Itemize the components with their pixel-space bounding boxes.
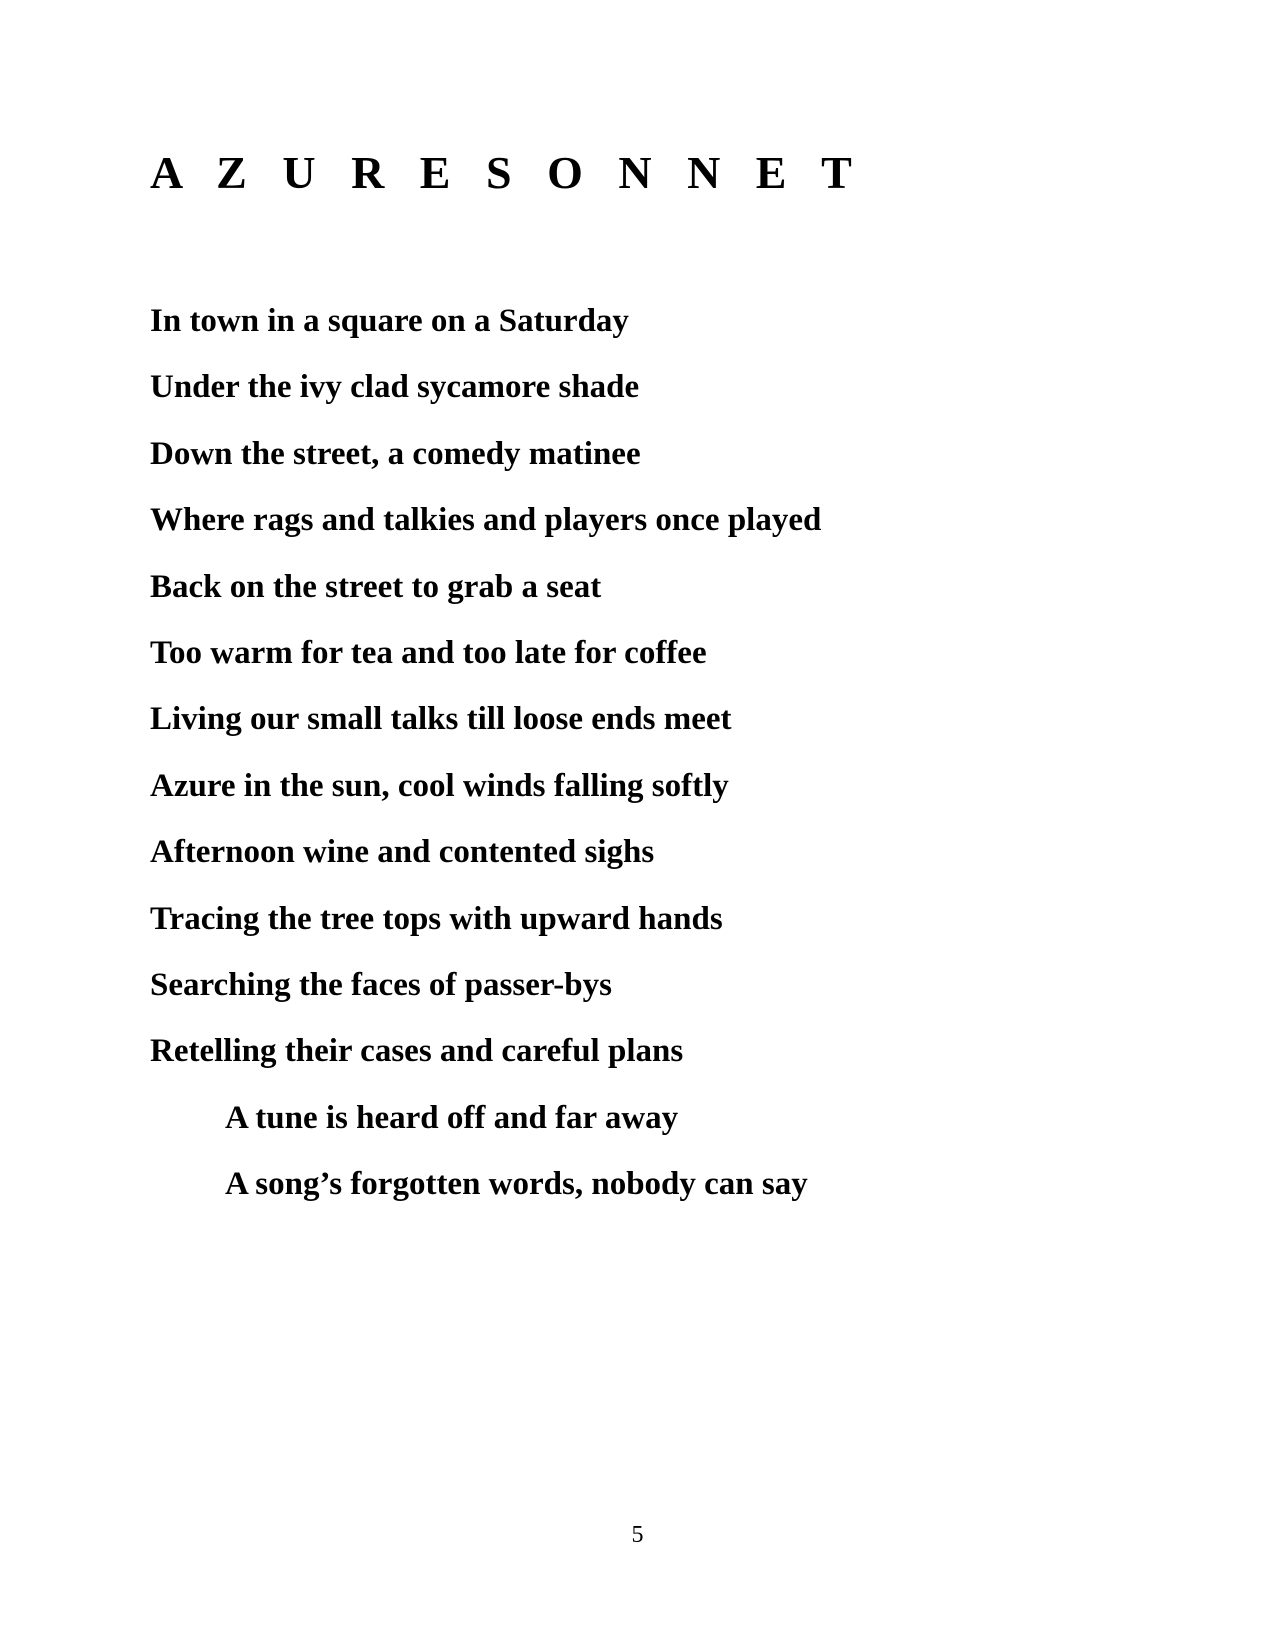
poem-line: Down the street, a comedy matinee bbox=[150, 435, 641, 472]
poem-title: A Z U R E S O N N E T bbox=[150, 147, 864, 198]
poem-body bbox=[150, 288, 821, 1217]
poem-line: Back on the street to grab a seat bbox=[150, 568, 602, 605]
poem-line: Where rags and talkies and players once played bbox=[150, 502, 822, 539]
couplet-line: A song’s forgotten words, nobody can say bbox=[225, 1166, 808, 1203]
poem-line: Tracing the tree tops with upward hands bbox=[150, 900, 723, 937]
poem-line: Afternoon wine and contented sighs bbox=[150, 834, 655, 871]
poem-line: Under the ivy clad sycamore shade bbox=[150, 369, 640, 406]
couplet-line: A tune is heard off and far away bbox=[225, 1099, 679, 1136]
poem-line: Too warm for tea and too late for coffee bbox=[150, 634, 707, 671]
poem-line: Living our small talks till loose ends meet bbox=[150, 701, 732, 738]
poem-line: Retelling their cases and careful plans bbox=[150, 1033, 684, 1070]
poem-line: In town in a square on a Saturday bbox=[150, 303, 629, 339]
poem-line: Azure in the sun, cool winds falling softly bbox=[150, 767, 729, 804]
page-number: 5 bbox=[631, 1522, 644, 1548]
poem-line: Searching the faces of passer-bys bbox=[150, 966, 612, 1003]
